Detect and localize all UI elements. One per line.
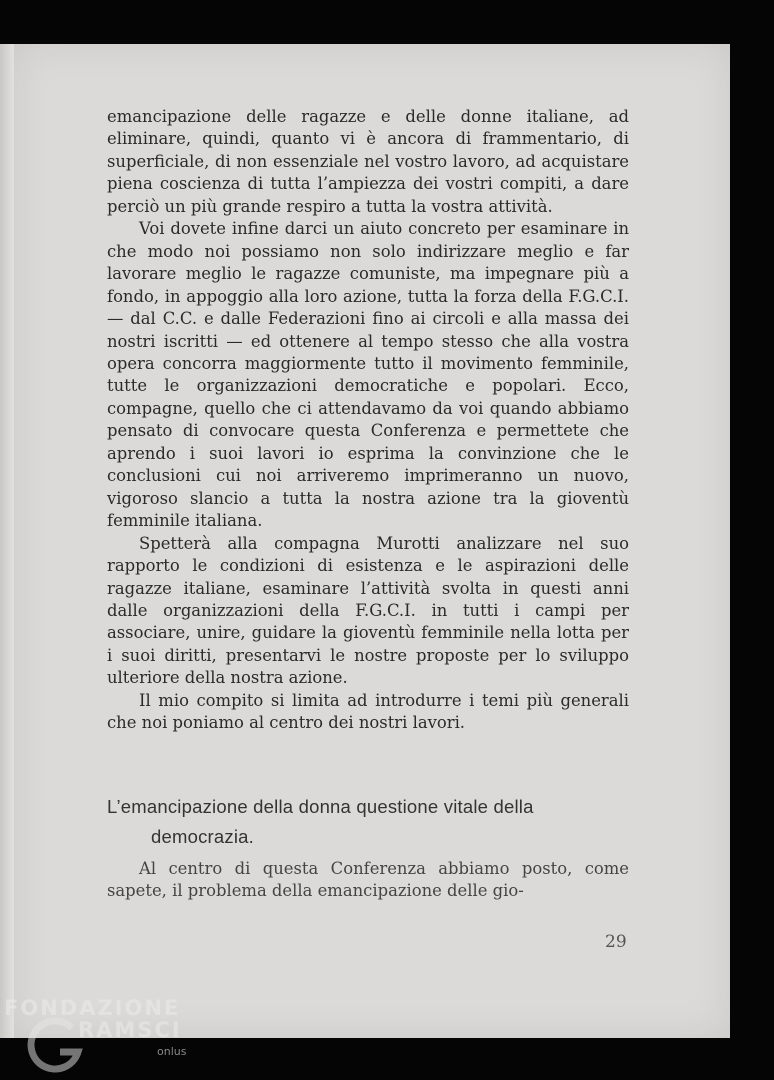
section-heading-line-2: democrazia. — [151, 826, 254, 847]
paragraph-3: Spetterà alla compagna Murotti analizzare nel suo rapporto le condizioni di esistenza e le aspirazioni delle ragazze italiane, esaminare l’attività svolta in questi anni dalle organizzazioni della F.G.C.I. in tutti i campi per associare, unire, guidare la gioventù femminile nella lotta per i suoi diritti, presentarvi le nostre proposte per lo sviluppo ulteriore della nostra azione. — [107, 533, 629, 688]
body-text — [107, 106, 629, 735]
paragraph-2: Voi dovete infine darci un aiuto concreto per esaminare in che modo noi possiamo non solo indirizzare meglio e far lavorare meglio le ragazze comuniste, ma impegnare più a fondo, in appoggio alla loro azione, tutta la forza della F.G.C.I. — dal C.C. e dalle Federazioni fino ai circoli e alla massa dei nostri iscritti — ed ottenere al tempo stesso che alla vostra opera concorra maggiormente tutto il movimento femminile, tutte le organizzazioni democratiche e popolari. Ecco, compagne, quello che ci attendavamo da voi quando abbiamo pensato di convocare questa Conferenza e permettete che aprendo i suoi lavori io esprima la convinzione che le conclusioni cui noi arriveremo imprimeranno un nuovo, vigoroso slancio a tutta la nostra azione tra la gioventù femminile italiana. — [107, 219, 629, 531]
section-body — [107, 858, 629, 903]
watermark-line-1: FONDAZIONE — [4, 996, 181, 1020]
gramsci-g-logo-icon — [26, 1014, 86, 1076]
watermark-onlus: onlus — [157, 1045, 187, 1058]
paragraph-1: emancipazione delle ragazze e delle donne italiane, ad eliminare, quindi, quanto vi è ancora di frammentario, di superficiale, di non essenziale nel vostro lavoro, ad acquistare piena coscienza di tutta l’ampiezza dei vostri compiti, a dare perciò un più grande respiro a tutta la vostra attività. — [107, 107, 629, 216]
watermark-line-2: RAMSCI — [78, 1018, 182, 1042]
fondazione-gramsci-watermark — [4, 996, 204, 1076]
section-heading-line-1: L’emancipazione della donna questione vitale della — [107, 796, 534, 817]
page-number: 29 — [605, 932, 627, 952]
paragraph-4: Il mio compito si limita ad introdurre i temi più generali che noi poniamo al centro dei nostri lavori. — [107, 690, 629, 733]
section-heading — [107, 792, 631, 852]
section-paragraph: Al centro di questa Conferenza abbiamo posto, come sapete, il problema della emancipazione delle gio- — [107, 859, 629, 901]
